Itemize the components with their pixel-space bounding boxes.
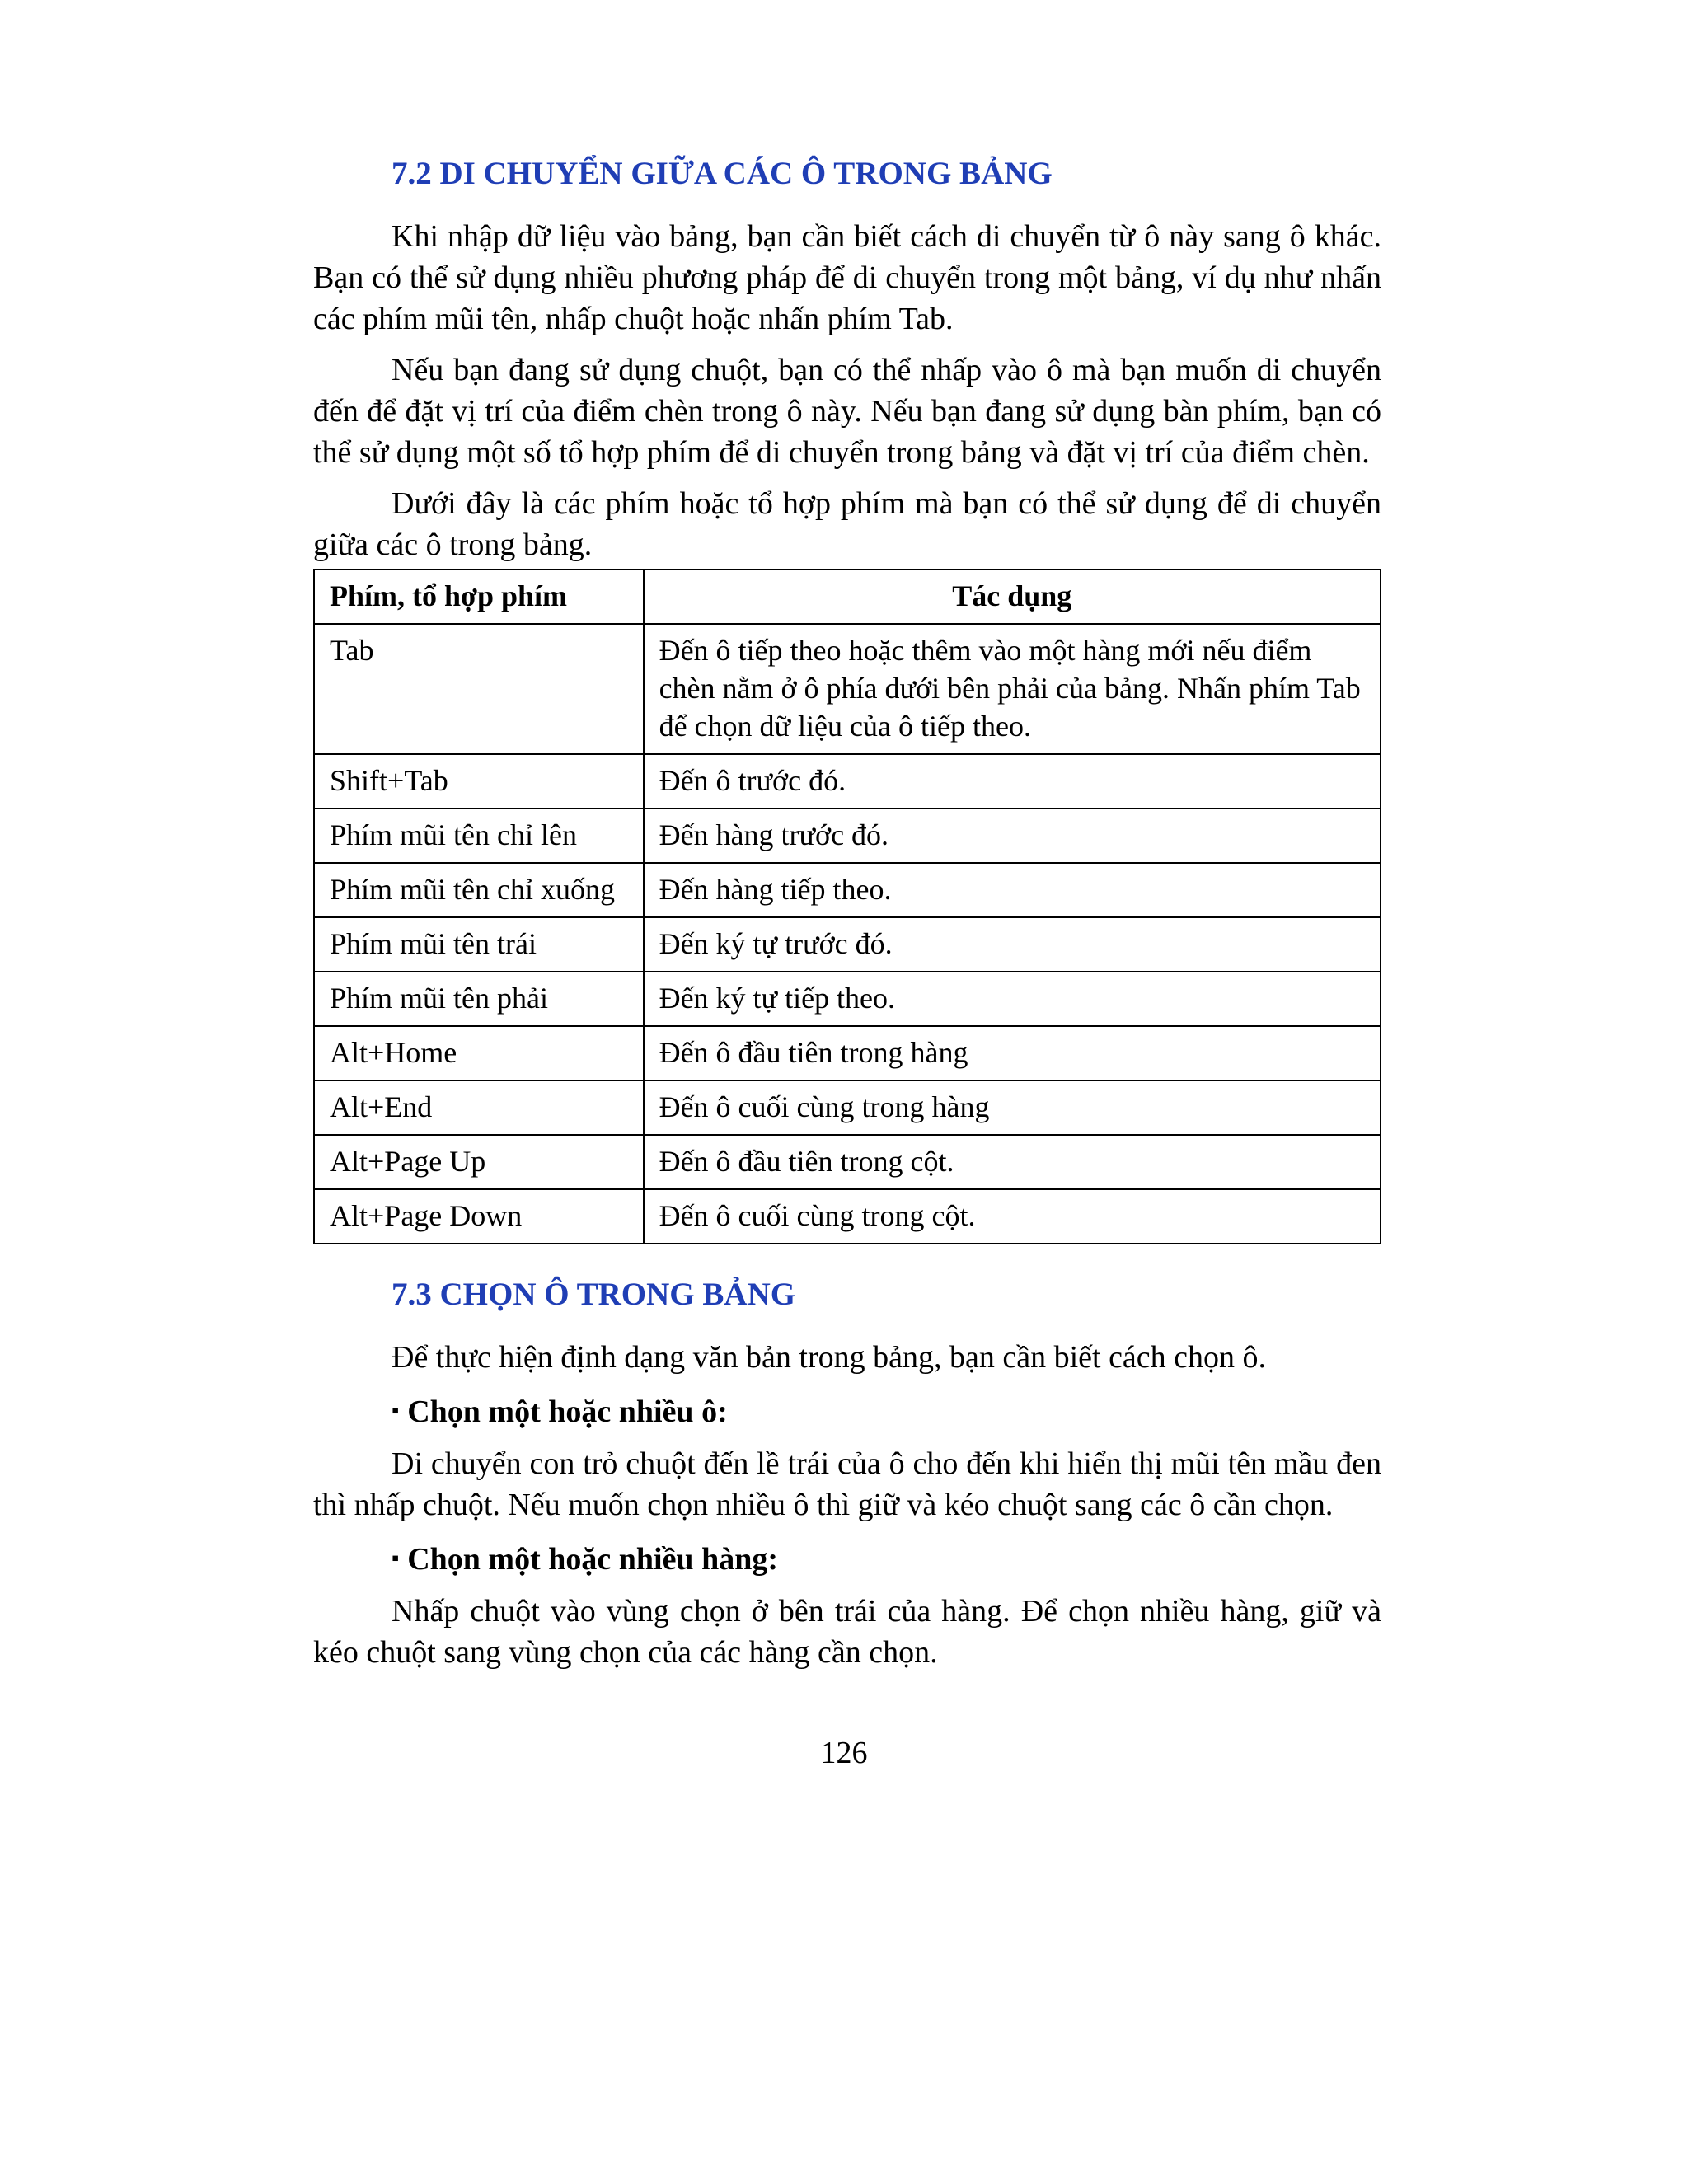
table-row <box>314 1189 1381 1244</box>
page-number: 126 <box>820 1736 868 1770</box>
key-cell: Alt+Page Up <box>314 1135 644 1189</box>
key-cell: Phím mũi tên phải <box>314 972 644 1026</box>
subsection-title-text: Chọn một hoặc nhiều hàng: <box>407 1542 778 1577</box>
bullet-icon: ▪ <box>392 1399 400 1422</box>
effect-cell: Đến ô trước đó. <box>644 754 1381 808</box>
key-cell: Phím mũi tên trái <box>314 917 644 972</box>
key-cell: Phím mũi tên chỉ lên <box>314 808 644 863</box>
section-heading-7-2: 7.2 DI CHUYỂN GIỮA CÁC Ô TRONG BẢNG <box>392 156 1053 191</box>
effect-cell: Đến hàng trước đó. <box>644 808 1381 863</box>
table-row <box>314 1080 1381 1135</box>
subsection-title-text: Chọn một hoặc nhiều ô: <box>407 1394 728 1429</box>
keys-table <box>313 569 1381 1244</box>
effect-cell: Đến hàng tiếp theo. <box>644 863 1381 917</box>
key-cell: Phím mũi tên chỉ xuống <box>314 863 644 917</box>
table-header-row <box>314 569 1381 624</box>
subsection-title <box>392 1388 1381 1435</box>
table-row <box>314 624 1381 754</box>
paragraph: Di chuyển con trỏ chuột đến lề trái của ô cho đến khi hiển thị mũi tên mầu đen thì nhấp chuột. Nếu muốn chọn nhiều ô thì giữ và kéo chuột sang các ô cần chọn. <box>313 1446 1381 1522</box>
effect-cell: Đến ký tự tiếp theo. <box>644 972 1381 1026</box>
effect-cell: Đến ký tự trước đó. <box>644 917 1381 972</box>
table-row <box>314 808 1381 863</box>
bullet-icon: ▪ <box>392 1546 400 1570</box>
effect-cell: Đến ô đầu tiên trong cột. <box>644 1135 1381 1189</box>
paragraph: Dưới đây là các phím hoặc tổ hợp phím mà bạn có thể sử dụng để di chuyển giữa các ô trong bảng. <box>313 486 1381 562</box>
table-row <box>314 863 1381 917</box>
column-header-keys: Phím, tổ hợp phím <box>314 569 644 624</box>
key-cell: Tab <box>314 624 644 754</box>
table-row <box>314 972 1381 1026</box>
table-row <box>314 1135 1381 1189</box>
key-cell: Alt+Page Down <box>314 1189 644 1244</box>
effect-cell: Đến ô cuối cùng trong cột. <box>644 1189 1381 1244</box>
effect-cell: Đến ô tiếp theo hoặc thêm vào một hàng mới nếu điểm chèn nằm ở ô phía dưới bên phải của bảng. Nhấn phím Tab để chọn dữ liệu của ô tiếp theo. <box>644 624 1381 754</box>
subsection-title <box>392 1535 1381 1582</box>
key-cell: Alt+End <box>314 1080 644 1135</box>
column-header-effect: Tác dụng <box>644 569 1381 624</box>
section-heading-7-3: 7.3 CHỌN Ô TRONG BẢNG <box>392 1277 796 1312</box>
effect-cell: Đến ô đầu tiên trong hàng <box>644 1026 1381 1080</box>
paragraph: Khi nhập dữ liệu vào bảng, bạn cần biết cách di chuyển từ ô này sang ô khác. Bạn có thể sử dụng nhiều phương pháp để di chuyển trong một bảng, ví dụ như nhấn các phím mũi tên, nhấp chuột hoặc nhấn phím Tab. <box>313 219 1381 336</box>
key-cell: Shift+Tab <box>314 754 644 808</box>
table-row <box>314 1026 1381 1080</box>
table-row <box>314 917 1381 972</box>
paragraph: Để thực hiện định dạng văn bản trong bảng, bạn cần biết cách chọn ô. <box>392 1340 1267 1375</box>
key-cell: Alt+Home <box>314 1026 644 1080</box>
paragraph: Nhấp chuột vào vùng chọn ở bên trái của hàng. Để chọn nhiều hàng, giữ và kéo chuột sang vùng chọn của các hàng cần chọn. <box>313 1594 1381 1670</box>
effect-cell: Đến ô cuối cùng trong hàng <box>644 1080 1381 1135</box>
document-page <box>313 148 1381 1683</box>
paragraph: Nếu bạn đang sử dụng chuột, bạn có thể nhấp vào ô mà bạn muốn di chuyển đến để đặt vị trí của điểm chèn trong ô này. Nếu bạn đang sử dụng bàn phím, bạn có thể sử dụng một số tổ hợp phím để di chuyển trong bảng và đặt vị trí của điểm chèn. <box>313 353 1381 470</box>
table-row <box>314 754 1381 808</box>
